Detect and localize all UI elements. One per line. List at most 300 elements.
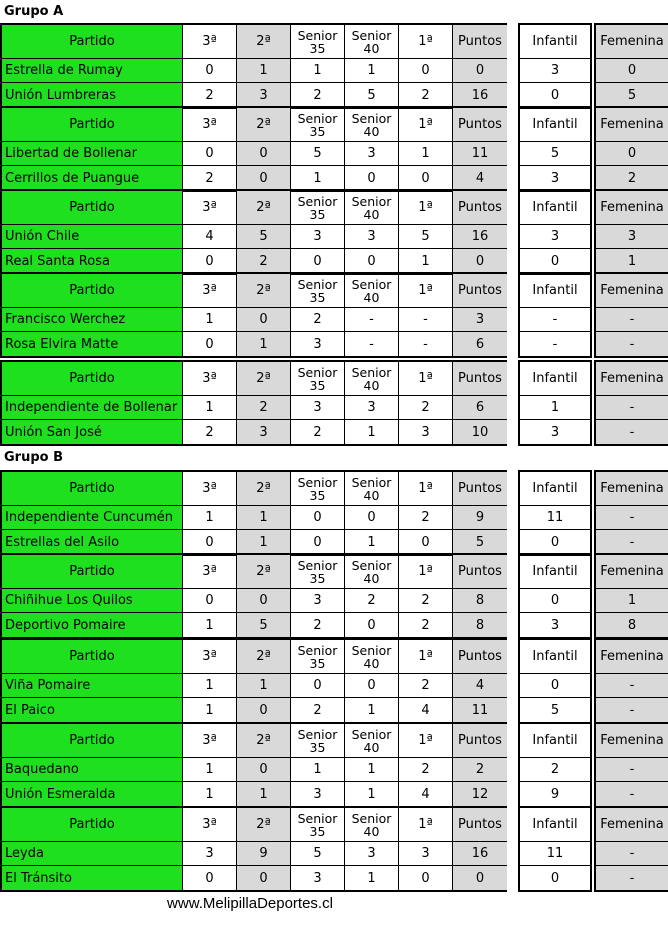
score-senior35: 2 <box>291 308 345 332</box>
infantil-column <box>518 360 592 446</box>
header-senior35: Senior 35 <box>291 472 345 506</box>
score-infantil: 3 <box>520 59 590 83</box>
header-partido: Partido <box>2 640 183 674</box>
header-partido: Partido <box>2 472 183 506</box>
footer-website[interactable]: www.MelipillaDeportes.cl <box>167 895 333 912</box>
header-segunda: 2ª <box>237 25 291 59</box>
score-infantil: - <box>552 336 558 352</box>
header-partido: Partido <box>2 274 183 308</box>
score-puntos: 5 <box>453 530 507 554</box>
score-puntos: 3 <box>453 308 507 332</box>
score-primera: 2 <box>399 758 453 782</box>
score-femenina: - <box>596 506 668 530</box>
score-primera: 0 <box>399 166 453 190</box>
header-senior35: Senior 35 <box>291 191 345 225</box>
score-tercera: 2 <box>183 420 237 444</box>
team-name[interactable]: Libertad de Bollenar <box>2 142 183 166</box>
score-senior35: 5 <box>291 142 345 166</box>
score-senior35: 1 <box>291 758 345 782</box>
score-segunda: 0 <box>237 698 291 722</box>
header-puntos: Puntos <box>453 274 507 308</box>
infantil-column <box>518 470 592 556</box>
header-senior35: Senior 35 <box>291 808 345 842</box>
score-tercera: 1 <box>183 698 237 722</box>
score-segunda: 1 <box>237 674 291 698</box>
score-femenina: - <box>596 866 668 890</box>
score-segunda: 0 <box>237 866 291 890</box>
team-name[interactable]: Real Santa Rosa <box>2 249 183 273</box>
header-primera: 1ª <box>399 555 453 589</box>
header-puntos: Puntos <box>453 25 507 59</box>
header-partido: Partido <box>2 555 183 589</box>
header-partido: Partido <box>2 362 183 396</box>
header-senior40: Senior 40 <box>345 274 399 308</box>
score-senior35: 0 <box>291 249 345 273</box>
header-femenina: Femenina <box>596 25 668 59</box>
score-puntos: 2 <box>453 758 507 782</box>
score-senior40: - <box>345 332 399 356</box>
score-senior35: 3 <box>291 332 345 356</box>
header-partido: Partido <box>2 108 183 142</box>
score-senior35: 2 <box>291 420 345 444</box>
score-puntos: 8 <box>453 589 507 613</box>
header-infantil: Infantil <box>520 362 590 396</box>
score-segunda: 0 <box>237 758 291 782</box>
score-puntos: 16 <box>453 842 507 866</box>
score-primera: 2 <box>399 83 453 107</box>
score-senior35: 3 <box>291 396 345 420</box>
header-infantil: Infantil <box>520 555 590 589</box>
header-partido: Partido <box>2 191 183 225</box>
score-puntos: 12 <box>453 782 507 806</box>
femenina-column <box>594 360 668 446</box>
header-primera: 1ª <box>399 362 453 396</box>
match-grid <box>0 553 507 639</box>
team-name[interactable]: Chiñihue Los Quilos <box>2 589 183 613</box>
score-primera: 2 <box>399 589 453 613</box>
team-name[interactable]: Deportivo Pomaire <box>2 613 183 637</box>
infantil-column <box>518 806 592 892</box>
header-primera: 1ª <box>399 274 453 308</box>
score-senior35: 0 <box>291 506 345 530</box>
score-puntos: 6 <box>453 332 507 356</box>
score-segunda: 5 <box>237 613 291 637</box>
group-title: Grupo B <box>4 450 64 465</box>
header-tercera: 3ª <box>183 724 237 758</box>
score-segunda: 9 <box>237 842 291 866</box>
header-tercera: 3ª <box>183 108 237 142</box>
score-senior35: 0 <box>291 674 345 698</box>
header-partido: Partido <box>2 808 183 842</box>
header-tercera: 3ª <box>183 640 237 674</box>
infantil-column <box>518 23 592 109</box>
match-grid <box>0 272 507 358</box>
score-segunda: 0 <box>237 166 291 190</box>
header-senior40: Senior 40 <box>345 724 399 758</box>
header-femenina: Femenina <box>596 724 668 758</box>
team-name[interactable]: Estrella de Rumay <box>2 59 183 83</box>
score-puntos: 11 <box>453 142 507 166</box>
header-infantil: Infantil <box>520 274 590 308</box>
header-primera: 1ª <box>399 640 453 674</box>
header-primera: 1ª <box>399 472 453 506</box>
score-primera: 0 <box>399 530 453 554</box>
score-primera: 2 <box>399 396 453 420</box>
header-puntos: Puntos <box>453 808 507 842</box>
score-primera: 4 <box>399 698 453 722</box>
score-senior40: 1 <box>345 866 399 890</box>
score-segunda: 2 <box>237 396 291 420</box>
header-femenina: Femenina <box>596 555 668 589</box>
header-senior35: Senior 35 <box>291 555 345 589</box>
score-femenina: 0 <box>596 142 668 166</box>
femenina-column <box>594 806 668 892</box>
score-femenina: 1 <box>596 249 668 273</box>
team-name[interactable]: Estrellas del Asilo <box>2 530 183 554</box>
score-primera: 1 <box>399 249 453 273</box>
team-name[interactable]: Rosa Elvira Matte <box>2 332 183 356</box>
header-puntos: Puntos <box>453 724 507 758</box>
header-tercera: 3ª <box>183 25 237 59</box>
header-partido: Partido <box>2 724 183 758</box>
score-tercera: 0 <box>183 59 237 83</box>
header-primera: 1ª <box>399 724 453 758</box>
score-femenina: - <box>596 530 668 554</box>
score-tercera: 1 <box>183 674 237 698</box>
header-senior40: Senior 40 <box>345 25 399 59</box>
femenina-column <box>594 189 668 275</box>
header-tercera: 3ª <box>183 191 237 225</box>
team-name[interactable]: Francisco Werchez <box>2 308 183 332</box>
team-name[interactable]: Unión Chile <box>2 225 183 249</box>
header-segunda: 2ª <box>237 274 291 308</box>
score-senior40: 1 <box>345 698 399 722</box>
score-infantil: 0 <box>520 589 590 613</box>
header-segunda: 2ª <box>237 191 291 225</box>
score-femenina: 3 <box>596 225 668 249</box>
header-primera: 1ª <box>399 25 453 59</box>
header-tercera: 3ª <box>183 274 237 308</box>
score-infantil: 0 <box>550 87 560 103</box>
header-puntos: Puntos <box>453 362 507 396</box>
score-senior35: 2 <box>291 83 345 107</box>
score-puntos: 0 <box>453 866 507 890</box>
header-primera: 1ª <box>399 191 453 225</box>
header-femenina: Femenina <box>596 472 668 506</box>
score-femenina: - <box>596 758 668 782</box>
header-tercera: 3ª <box>183 808 237 842</box>
score-senior35: 3 <box>291 225 345 249</box>
score-infantil: 3 <box>520 225 590 249</box>
match-grid <box>0 638 507 724</box>
score-primera: 5 <box>399 225 453 249</box>
header-infantil: Infantil <box>520 808 590 842</box>
score-senior40: 0 <box>345 613 399 637</box>
score-tercera: 1 <box>183 506 237 530</box>
header-senior35: Senior 35 <box>291 362 345 396</box>
score-femenina: 1 <box>596 589 668 613</box>
header-segunda: 2ª <box>237 555 291 589</box>
score-primera: 0 <box>399 866 453 890</box>
team-name[interactable]: Unión San José <box>2 420 183 444</box>
score-primera: - <box>399 308 453 332</box>
femenina-column <box>594 722 668 808</box>
header-femenina: Femenina <box>596 808 668 842</box>
infantil-column <box>518 553 592 639</box>
score-senior40: 0 <box>345 249 399 273</box>
score-tercera: 2 <box>183 83 237 107</box>
score-primera: 0 <box>399 59 453 83</box>
team-name[interactable]: Unión Lumbreras <box>2 83 183 107</box>
score-tercera: 0 <box>183 142 237 166</box>
header-femenina: Femenina <box>596 108 668 142</box>
score-puntos: 6 <box>453 396 507 420</box>
header-senior40: Senior 40 <box>345 808 399 842</box>
score-primera: 2 <box>399 613 453 637</box>
score-tercera: 0 <box>183 866 237 890</box>
header-femenina: Femenina <box>596 274 668 308</box>
score-infantil: 3 <box>550 170 560 186</box>
score-segunda: 1 <box>237 332 291 356</box>
team-name[interactable]: El Tránsito <box>2 866 183 890</box>
score-tercera: 3 <box>183 842 237 866</box>
score-primera: 3 <box>399 842 453 866</box>
score-puntos: 16 <box>453 83 507 107</box>
score-senior35: 0 <box>291 530 345 554</box>
score-infantil: 11 <box>520 506 590 530</box>
header-senior35: Senior 35 <box>291 108 345 142</box>
score-femenina: - <box>596 674 668 698</box>
score-femenina: - <box>596 308 668 332</box>
match-grid <box>0 23 507 109</box>
score-puntos: 10 <box>453 420 507 444</box>
score-tercera: 2 <box>183 166 237 190</box>
score-tercera: 1 <box>183 782 237 806</box>
femenina-column <box>594 23 668 109</box>
score-tercera: 1 <box>183 758 237 782</box>
header-infantil: Infantil <box>520 108 590 142</box>
score-senior40: 0 <box>345 506 399 530</box>
header-senior40: Senior 40 <box>345 191 399 225</box>
score-infantil: - <box>520 308 590 332</box>
score-infantil: 0 <box>550 870 560 886</box>
score-puntos: 11 <box>453 698 507 722</box>
team-name[interactable]: Baquedano <box>2 758 183 782</box>
score-tercera: 1 <box>183 396 237 420</box>
score-puntos: 9 <box>453 506 507 530</box>
score-tercera: 0 <box>183 530 237 554</box>
header-partido: Partido <box>2 25 183 59</box>
score-tercera: 1 <box>183 613 237 637</box>
group-title: Grupo A <box>4 4 64 19</box>
score-infantil: 11 <box>520 842 590 866</box>
score-segunda: 1 <box>237 506 291 530</box>
team-name[interactable]: Independiente de Bollenar <box>2 396 183 420</box>
header-senior40: Senior 40 <box>345 362 399 396</box>
header-tercera: 3ª <box>183 362 237 396</box>
score-senior35: 5 <box>291 842 345 866</box>
score-senior35: 3 <box>291 589 345 613</box>
score-senior40: 1 <box>345 59 399 83</box>
header-segunda: 2ª <box>237 362 291 396</box>
score-infantil: 5 <box>550 702 560 718</box>
score-senior40: 1 <box>345 530 399 554</box>
score-femenina: - <box>596 420 668 444</box>
team-name[interactable]: Leyda <box>2 842 183 866</box>
header-segunda: 2ª <box>237 640 291 674</box>
score-femenina: 2 <box>596 166 668 190</box>
team-name[interactable]: El Paico <box>2 698 183 722</box>
score-puntos: 0 <box>453 249 507 273</box>
team-name[interactable]: Cerrillos de Puangue <box>2 166 183 190</box>
infantil-column <box>518 189 592 275</box>
header-femenina: Femenina <box>596 640 668 674</box>
score-femenina: - <box>596 842 668 866</box>
score-segunda: 0 <box>237 308 291 332</box>
header-tercera: 3ª <box>183 555 237 589</box>
header-segunda: 2ª <box>237 472 291 506</box>
score-puntos: 4 <box>453 166 507 190</box>
score-primera: 1 <box>399 142 453 166</box>
header-senior40: Senior 40 <box>345 555 399 589</box>
header-senior35: Senior 35 <box>291 640 345 674</box>
score-femenina: - <box>596 332 668 356</box>
header-femenina: Femenina <box>596 191 668 225</box>
score-tercera: 4 <box>183 225 237 249</box>
score-senior40: 1 <box>345 758 399 782</box>
score-femenina: 8 <box>596 613 668 637</box>
score-puntos: 4 <box>453 674 507 698</box>
header-puntos: Puntos <box>453 191 507 225</box>
score-puntos: 8 <box>453 613 507 637</box>
score-femenina: - <box>596 698 668 722</box>
score-senior40: 3 <box>345 842 399 866</box>
header-tercera: 3ª <box>183 472 237 506</box>
score-senior40: 1 <box>345 420 399 444</box>
match-grid <box>0 722 507 808</box>
infantil-column <box>518 106 592 192</box>
header-infantil: Infantil <box>520 640 590 674</box>
score-femenina: - <box>596 782 668 806</box>
score-femenina: 0 <box>596 59 668 83</box>
score-senior35: 1 <box>291 59 345 83</box>
header-infantil: Infantil <box>520 25 590 59</box>
header-segunda: 2ª <box>237 724 291 758</box>
femenina-column <box>594 553 668 639</box>
header-segunda: 2ª <box>237 108 291 142</box>
score-primera: 2 <box>399 506 453 530</box>
header-primera: 1ª <box>399 108 453 142</box>
header-senior35: Senior 35 <box>291 724 345 758</box>
header-senior35: Senior 35 <box>291 274 345 308</box>
score-primera: 4 <box>399 782 453 806</box>
match-grid <box>0 470 507 556</box>
score-senior40: 0 <box>345 674 399 698</box>
header-senior35: Senior 35 <box>291 25 345 59</box>
header-puntos: Puntos <box>453 472 507 506</box>
header-infantil: Infantil <box>520 191 590 225</box>
score-senior40: 0 <box>345 166 399 190</box>
score-senior40: 5 <box>345 83 399 107</box>
score-segunda: 5 <box>237 225 291 249</box>
score-senior35: 2 <box>291 613 345 637</box>
team-name[interactable]: Independiente Cuncumén <box>2 506 183 530</box>
score-tercera: 1 <box>183 308 237 332</box>
score-puntos: 16 <box>453 225 507 249</box>
score-infantil: 0 <box>550 534 560 550</box>
header-senior40: Senior 40 <box>345 472 399 506</box>
score-segunda: 0 <box>237 142 291 166</box>
femenina-column <box>594 470 668 556</box>
header-puntos: Puntos <box>453 555 507 589</box>
score-senior40: 1 <box>345 782 399 806</box>
femenina-column <box>594 638 668 724</box>
score-senior35: 3 <box>291 782 345 806</box>
score-senior40: 3 <box>345 225 399 249</box>
score-senior40: 3 <box>345 396 399 420</box>
team-name[interactable]: Viña Pomaire <box>2 674 183 698</box>
infantil-column <box>518 638 592 724</box>
score-primera: 3 <box>399 420 453 444</box>
score-infantil: 1 <box>520 396 590 420</box>
score-tercera: 0 <box>183 332 237 356</box>
score-segunda: 1 <box>237 530 291 554</box>
score-femenina: 5 <box>596 83 668 107</box>
header-infantil: Infantil <box>520 724 590 758</box>
score-infantil: 2 <box>520 758 590 782</box>
score-segunda: 3 <box>237 83 291 107</box>
score-senior35: 3 <box>291 866 345 890</box>
score-segunda: 1 <box>237 59 291 83</box>
score-infantil: 3 <box>550 424 560 440</box>
femenina-column <box>594 272 668 358</box>
match-grid <box>0 106 507 192</box>
score-infantil: 0 <box>520 674 590 698</box>
score-senior35: 1 <box>291 166 345 190</box>
score-infantil: 0 <box>550 253 560 269</box>
score-tercera: 0 <box>183 249 237 273</box>
score-femenina: - <box>596 396 668 420</box>
match-grid <box>0 189 507 275</box>
score-segunda: 3 <box>237 420 291 444</box>
score-senior35: 2 <box>291 698 345 722</box>
score-infantil: 9 <box>550 786 560 802</box>
score-senior40: - <box>345 308 399 332</box>
score-puntos: 0 <box>453 59 507 83</box>
score-senior40: 2 <box>345 589 399 613</box>
score-primera: 2 <box>399 674 453 698</box>
match-grid <box>0 806 507 892</box>
score-segunda: 0 <box>237 589 291 613</box>
header-femenina: Femenina <box>596 362 668 396</box>
header-primera: 1ª <box>399 808 453 842</box>
infantil-column <box>518 272 592 358</box>
score-primera: - <box>399 332 453 356</box>
score-infantil: 5 <box>520 142 590 166</box>
header-puntos: Puntos <box>453 108 507 142</box>
femenina-column <box>594 106 668 192</box>
header-senior40: Senior 40 <box>345 640 399 674</box>
score-segunda: 2 <box>237 249 291 273</box>
score-infantil: 3 <box>550 617 560 633</box>
score-tercera: 0 <box>183 589 237 613</box>
score-senior40: 3 <box>345 142 399 166</box>
team-name[interactable]: Unión Esmeralda <box>2 782 183 806</box>
header-senior40: Senior 40 <box>345 108 399 142</box>
score-segunda: 1 <box>237 782 291 806</box>
match-grid <box>0 360 507 446</box>
header-segunda: 2ª <box>237 808 291 842</box>
